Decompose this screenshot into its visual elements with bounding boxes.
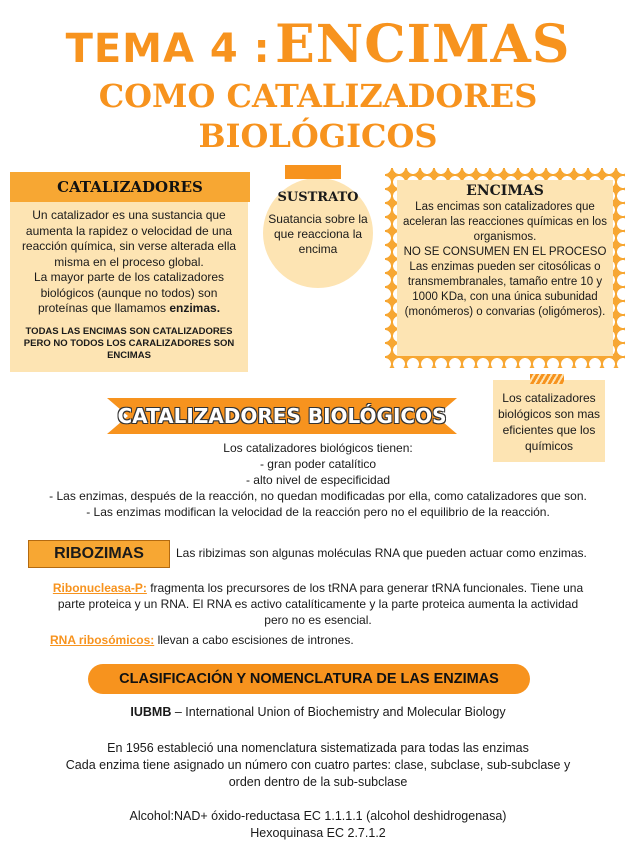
side-note-text: Los catalizadores biológicos son mas eficientes que los químicos [497,391,601,453]
example-1: Alcohol:NAD+ óxido-reductasa EC 1.1.1.1 (alcohol deshidrogenasa) [129,809,507,823]
rna-ribosomicos-paragraph [50,633,610,647]
section-banner-title: CATALIZADORES BIOLÓGICOS [117,404,447,428]
subtitle-line-1: COMO CATALIZADORES [98,77,538,115]
sustrato-tape [285,165,341,179]
ribozimas-label: RIBOZIMAS [54,545,144,562]
cat-bio-line: - Las enzimas modifican la velocidad de la reacción pero no el equilibrio de la reacción. [86,505,550,519]
iubmb-text: – International Union of Biochemistry and Molecular Biology [171,705,506,719]
catalizadores-text-2-bold: enzimas. [169,301,221,315]
catalizadores-heading: CATALIZADORES [57,178,203,196]
rna-ribosomicos-text: llevan a cabo escisiones de intrones. [154,633,354,647]
encimas-line-1: Las encimas son catalizadores que aceleran las reacciones químicas en los organismos. [403,201,607,243]
iubmb-line [20,704,616,721]
encimas-line-3: Las enzimas pueden ser citosólicas o transmembranales, tamaño entre 10 y 1000 KDa, con una única subunidad (monómeros) o convarias (oligómeros). [404,261,606,318]
cat-bio-line: - alto nivel de especificidad [245,473,391,487]
side-note-tape [530,374,564,384]
cat-bio-list [20,440,616,520]
example-2: Hexoquinasa EC 2.7.1.2 [250,826,386,840]
sustrato-heading: SUSTRATO [277,190,359,205]
title-tema: TEMA 4 : [65,26,271,72]
iubmb-bold: IUBMB [130,705,172,719]
cat-bio-line: - gran poder catalítico [259,457,377,471]
nomenclature-p2: Cada enzima tiene asignado un número con cuatro partes: clase, subclase, sub-subclase y orden dentro de la sub-subclase [65,758,571,789]
catalizadores-header [10,172,250,202]
encimas-text [400,200,610,320]
encimas-line-2: NO SE CONSUMEN EN EL PROCESO [403,246,607,258]
ribonucleasa-text: fragmenta los precursores de los tRNA para generar tRNA funcionales. Tiene una parte proteica y un RNA. El RNA es activo catalíticamente y la parte proteica aumenta la actividad pero no es esencial. [57,581,584,627]
subtitle-line-2: BIOLÓGICOS [198,117,438,155]
sustrato-text: Suatancia sobre la que reacciona la encima [268,212,368,256]
nomenclature-p1: En 1956 estableció una nomenclatura sistematizada para todas las enzimas [107,741,529,755]
catalizadores-text-2 [18,270,240,317]
ribozimas-text: Las ribizimas son algunas moléculas RNA que pueden actuar como enzimas. [176,546,587,560]
catalizadores-text-1: Un catalizador es una sustancia que aumenta la rapidez o velocidad de una reacción química, sin verse alterada ella misma en el proceso global. [21,208,237,269]
cat-bio-line: Los catalizadores biológicos tienen: [223,441,413,455]
title-encimas: ENCIMAS [275,14,571,75]
page-title [0,14,636,75]
ribonucleasa-link[interactable]: Ribonucleasa-P: [52,581,147,595]
ribonucleasa-paragraph [48,580,588,628]
rna-ribosomicos-link[interactable]: RNA ribosómicos: [50,633,155,647]
catalizadores-bold-note: TODAS LAS ENCIMAS SON CATALIZADORES PERO NO TODOS LOS CARALIZADORES SON ENCIMAS [23,326,235,361]
catalizadores-text-2-plain: La mayor parte de los catalizadores biológicos (aunque no todos) son proteínas que llamamos [33,270,225,315]
page-subtitle [0,76,636,156]
clasificacion-heading: CLASIFICACIÓN Y NOMENCLATURA DE LAS ENZIMAS [119,671,499,687]
catalizadores-definition [18,208,240,317]
cat-bio-line: - Las enzimas, después de la reacción, no quedan modificadas por ella, como catalizadores que son. [49,489,587,503]
encimas-heading: ENCIMAS [466,183,544,199]
